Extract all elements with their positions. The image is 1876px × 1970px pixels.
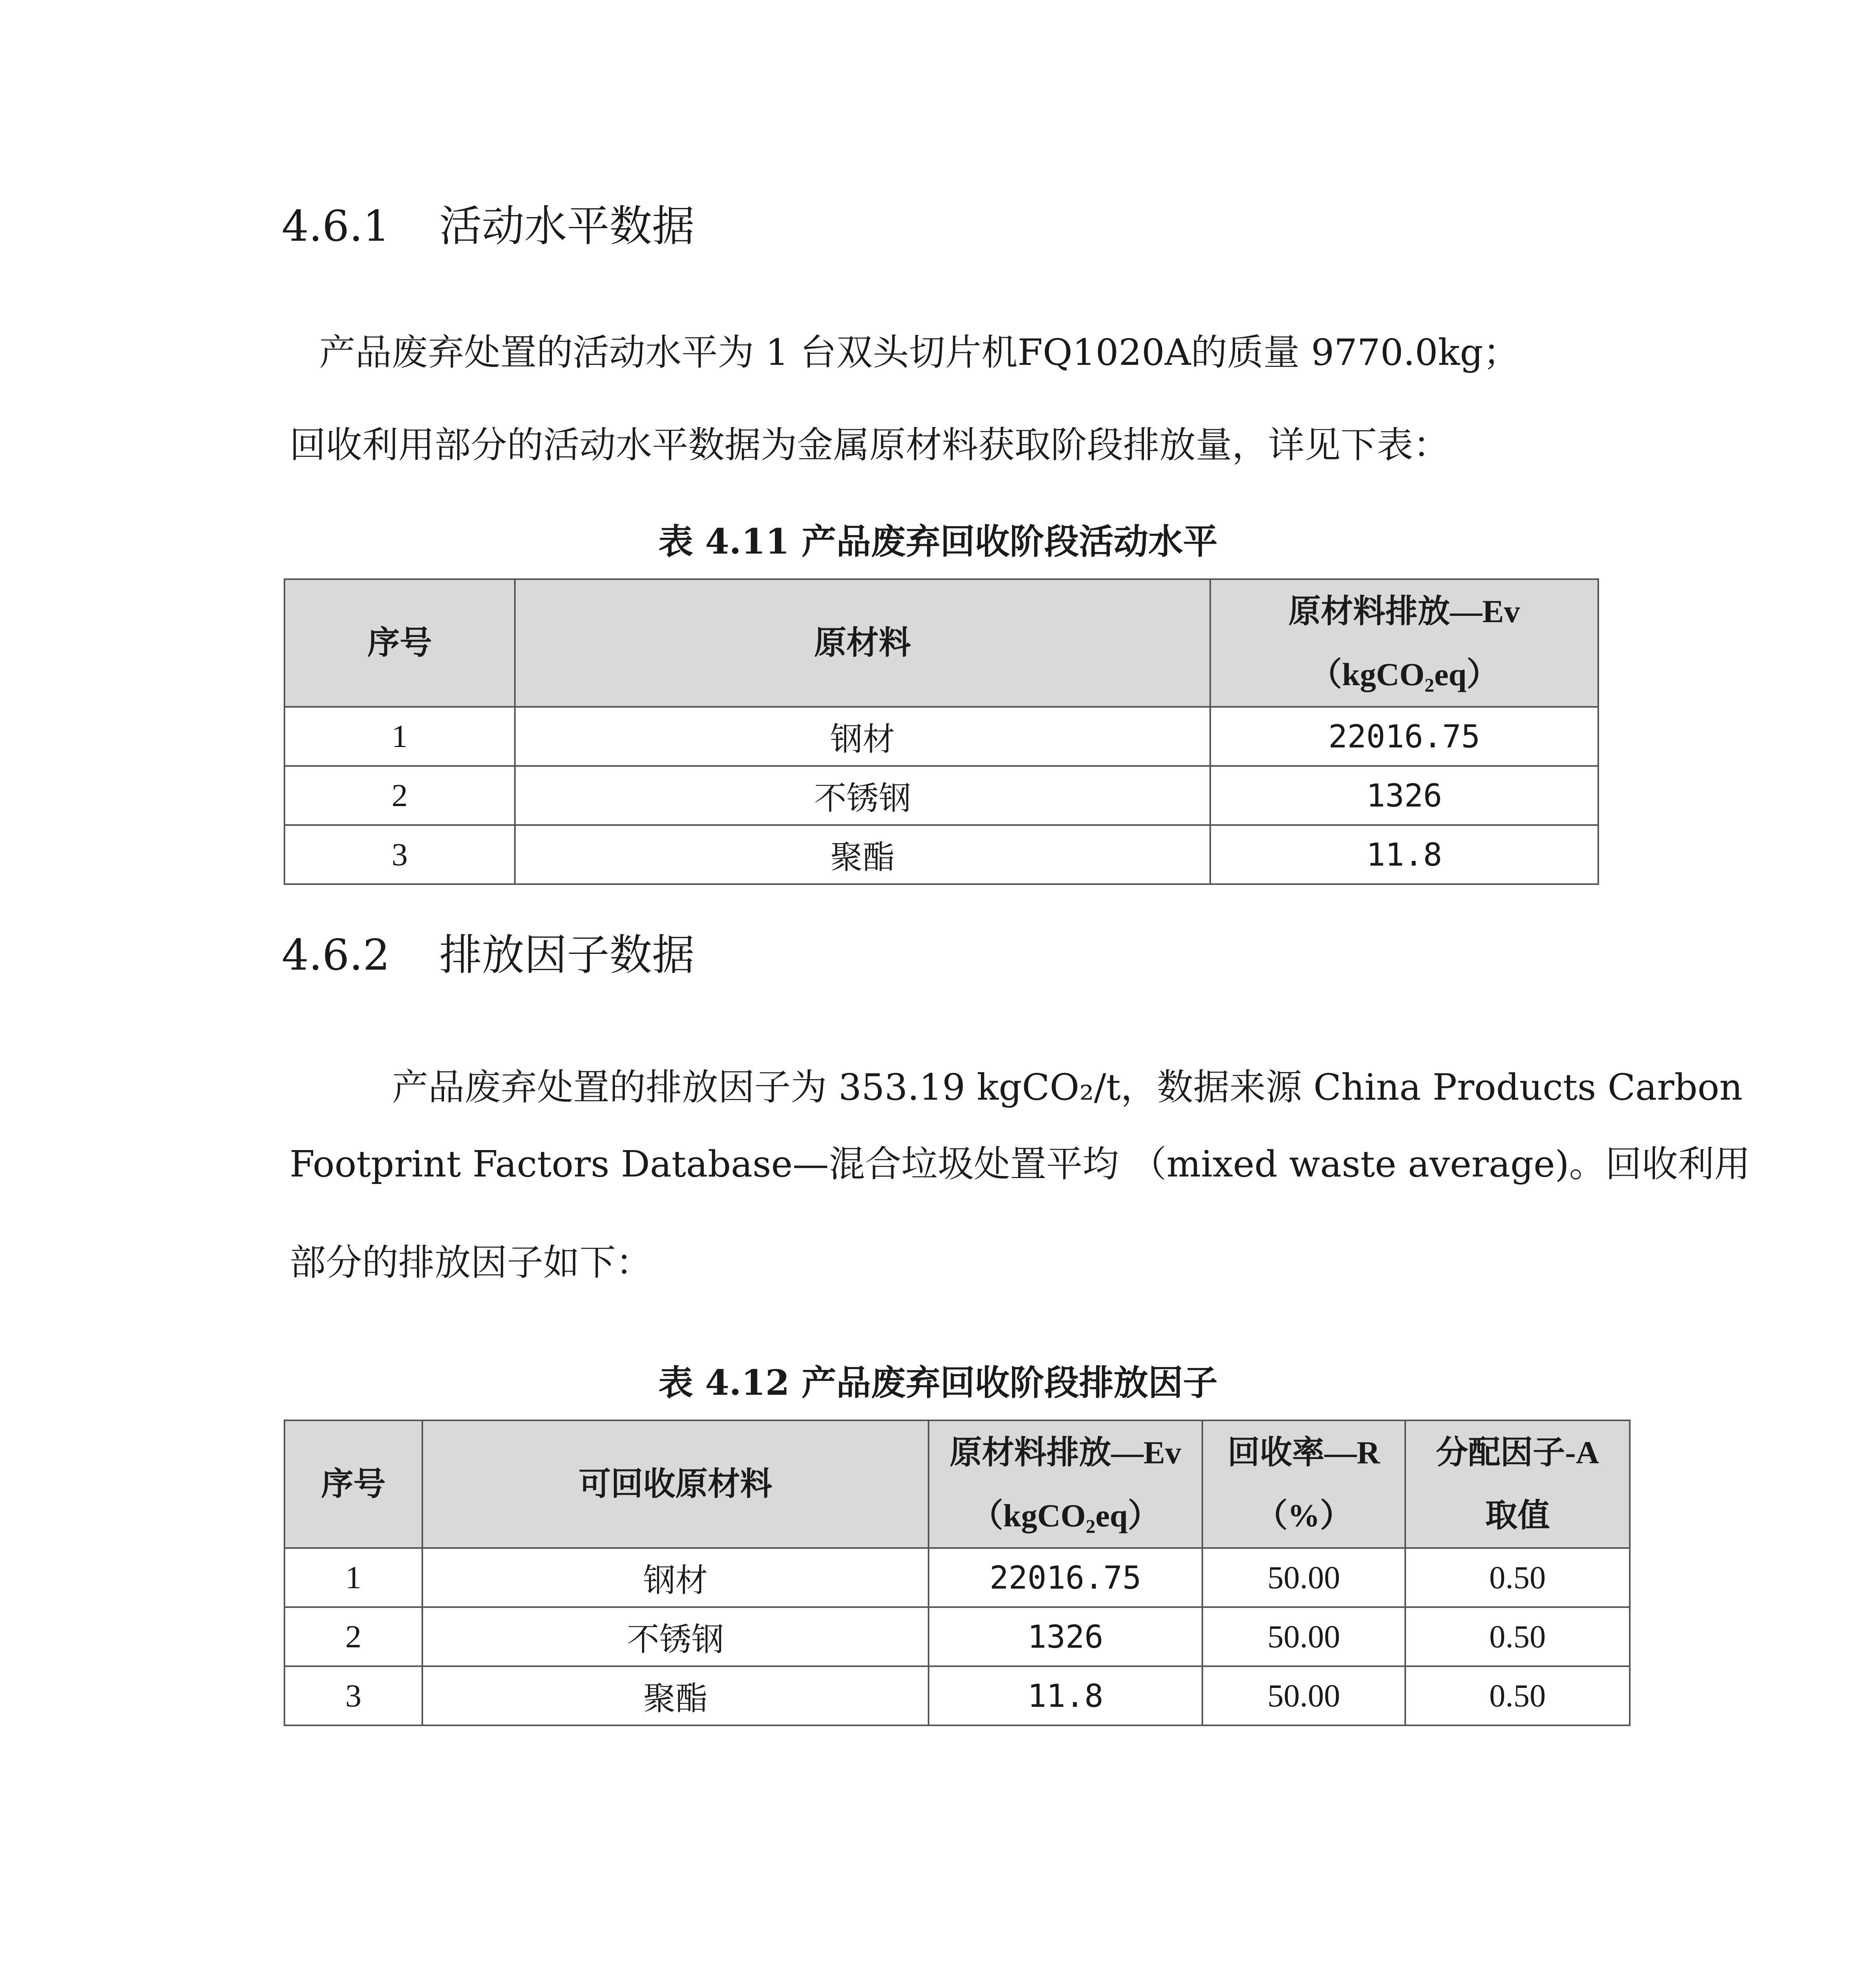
header-rate-line2: （%） [1255, 1498, 1352, 1533]
cell-seq: 2 [284, 766, 515, 825]
paragraph-emission-factor-line1: 产品废弃处置的排放因子为 353.19 kgCO₂/t，数据来源 China Products Carbon [392, 1066, 1743, 1108]
header-rate-line1: 回收率—R [1227, 1435, 1380, 1470]
cell-alloc: 0.50 [1405, 1548, 1630, 1607]
paragraph-emission-factor-line2: Footprint Factors Database—混合垃圾处置平均 （mixed waste average)。回收利用 [290, 1143, 1751, 1185]
table-row [284, 1548, 1630, 1607]
cell-seq: 1 [284, 1548, 422, 1607]
header-emission-line2: （kgCO₂eq） [1309, 656, 1499, 692]
table-4-11-caption: 表 4.11 产品废弃回收阶段活动水平 [658, 521, 1218, 562]
cell-alloc: 0.50 [1405, 1607, 1630, 1666]
header-emission-line1: 原材料排放—Ev [1288, 593, 1520, 629]
table-4-11 [284, 578, 1599, 885]
header-emission-line1: 原材料排放—Ev [949, 1435, 1181, 1470]
table-header-row [284, 1420, 1630, 1548]
header-alloc-line2: 取值 [1485, 1498, 1550, 1533]
cell-rate: 50.00 [1202, 1666, 1405, 1725]
cell-material: 钢材 [515, 707, 1210, 766]
header-material: 原材料 [515, 579, 1210, 707]
cell-emission: 1326 [1210, 766, 1598, 825]
cell-material: 聚酯 [515, 825, 1210, 884]
cell-seq: 3 [284, 1666, 422, 1725]
cell-material: 不锈钢 [422, 1607, 929, 1666]
section-title: 排放因子数据 [439, 931, 695, 980]
section-heading-4-6-2 [282, 930, 695, 981]
table-row [284, 825, 1598, 884]
paragraph-emission-factor-line3: 部分的排放因子如下： [290, 1241, 652, 1284]
header-allocation-factor [1405, 1420, 1630, 1548]
header-emission [929, 1420, 1202, 1548]
cell-seq: 2 [284, 1607, 422, 1666]
table-4-12 [284, 1420, 1631, 1726]
cell-seq: 1 [284, 707, 515, 766]
cell-emission: 11.8 [1210, 825, 1598, 884]
cell-material: 不锈钢 [515, 766, 1210, 825]
cell-alloc: 0.50 [1405, 1666, 1630, 1725]
cell-rate: 50.00 [1202, 1607, 1405, 1666]
section-number: 4.6.2 [282, 931, 390, 980]
cell-emission: 11.8 [929, 1666, 1202, 1725]
header-alloc-line1: 分配因子-A [1436, 1435, 1599, 1470]
cell-emission: 22016.75 [929, 1548, 1202, 1607]
header-material: 可回收原材料 [422, 1420, 929, 1548]
section-heading-4-6-1 [282, 201, 695, 252]
cell-seq: 3 [284, 825, 515, 884]
paragraph-activity-level: 产品废弃处置的活动水平为 1 台双头切片机FQ1020A的质量 9770.0kg； [319, 331, 1519, 374]
table-row [284, 1666, 1630, 1725]
header-seq: 序号 [284, 579, 515, 707]
table-row [284, 766, 1598, 825]
table-row [284, 1607, 1630, 1666]
header-emission-line2: （kgCO₂eq） [971, 1498, 1160, 1533]
header-seq: 序号 [284, 1420, 422, 1548]
cell-material: 钢材 [422, 1548, 929, 1607]
table-row [284, 707, 1598, 766]
table-4-12-caption: 表 4.12 产品废弃回收阶段排放因子 [658, 1362, 1218, 1403]
header-emission [1210, 579, 1598, 707]
table-header-row [284, 579, 1598, 707]
cell-emission: 1326 [929, 1607, 1202, 1666]
section-title: 活动水平数据 [439, 202, 695, 251]
cell-rate: 50.00 [1202, 1548, 1405, 1607]
cell-emission: 22016.75 [1210, 707, 1598, 766]
paragraph-recycling-activity: 回收利用部分的活动水平数据为金属原材料获取阶段排放量，详见下表： [290, 424, 1450, 466]
section-number: 4.6.1 [282, 202, 390, 251]
cell-material: 聚酯 [422, 1666, 929, 1725]
header-recovery-rate [1202, 1420, 1405, 1548]
